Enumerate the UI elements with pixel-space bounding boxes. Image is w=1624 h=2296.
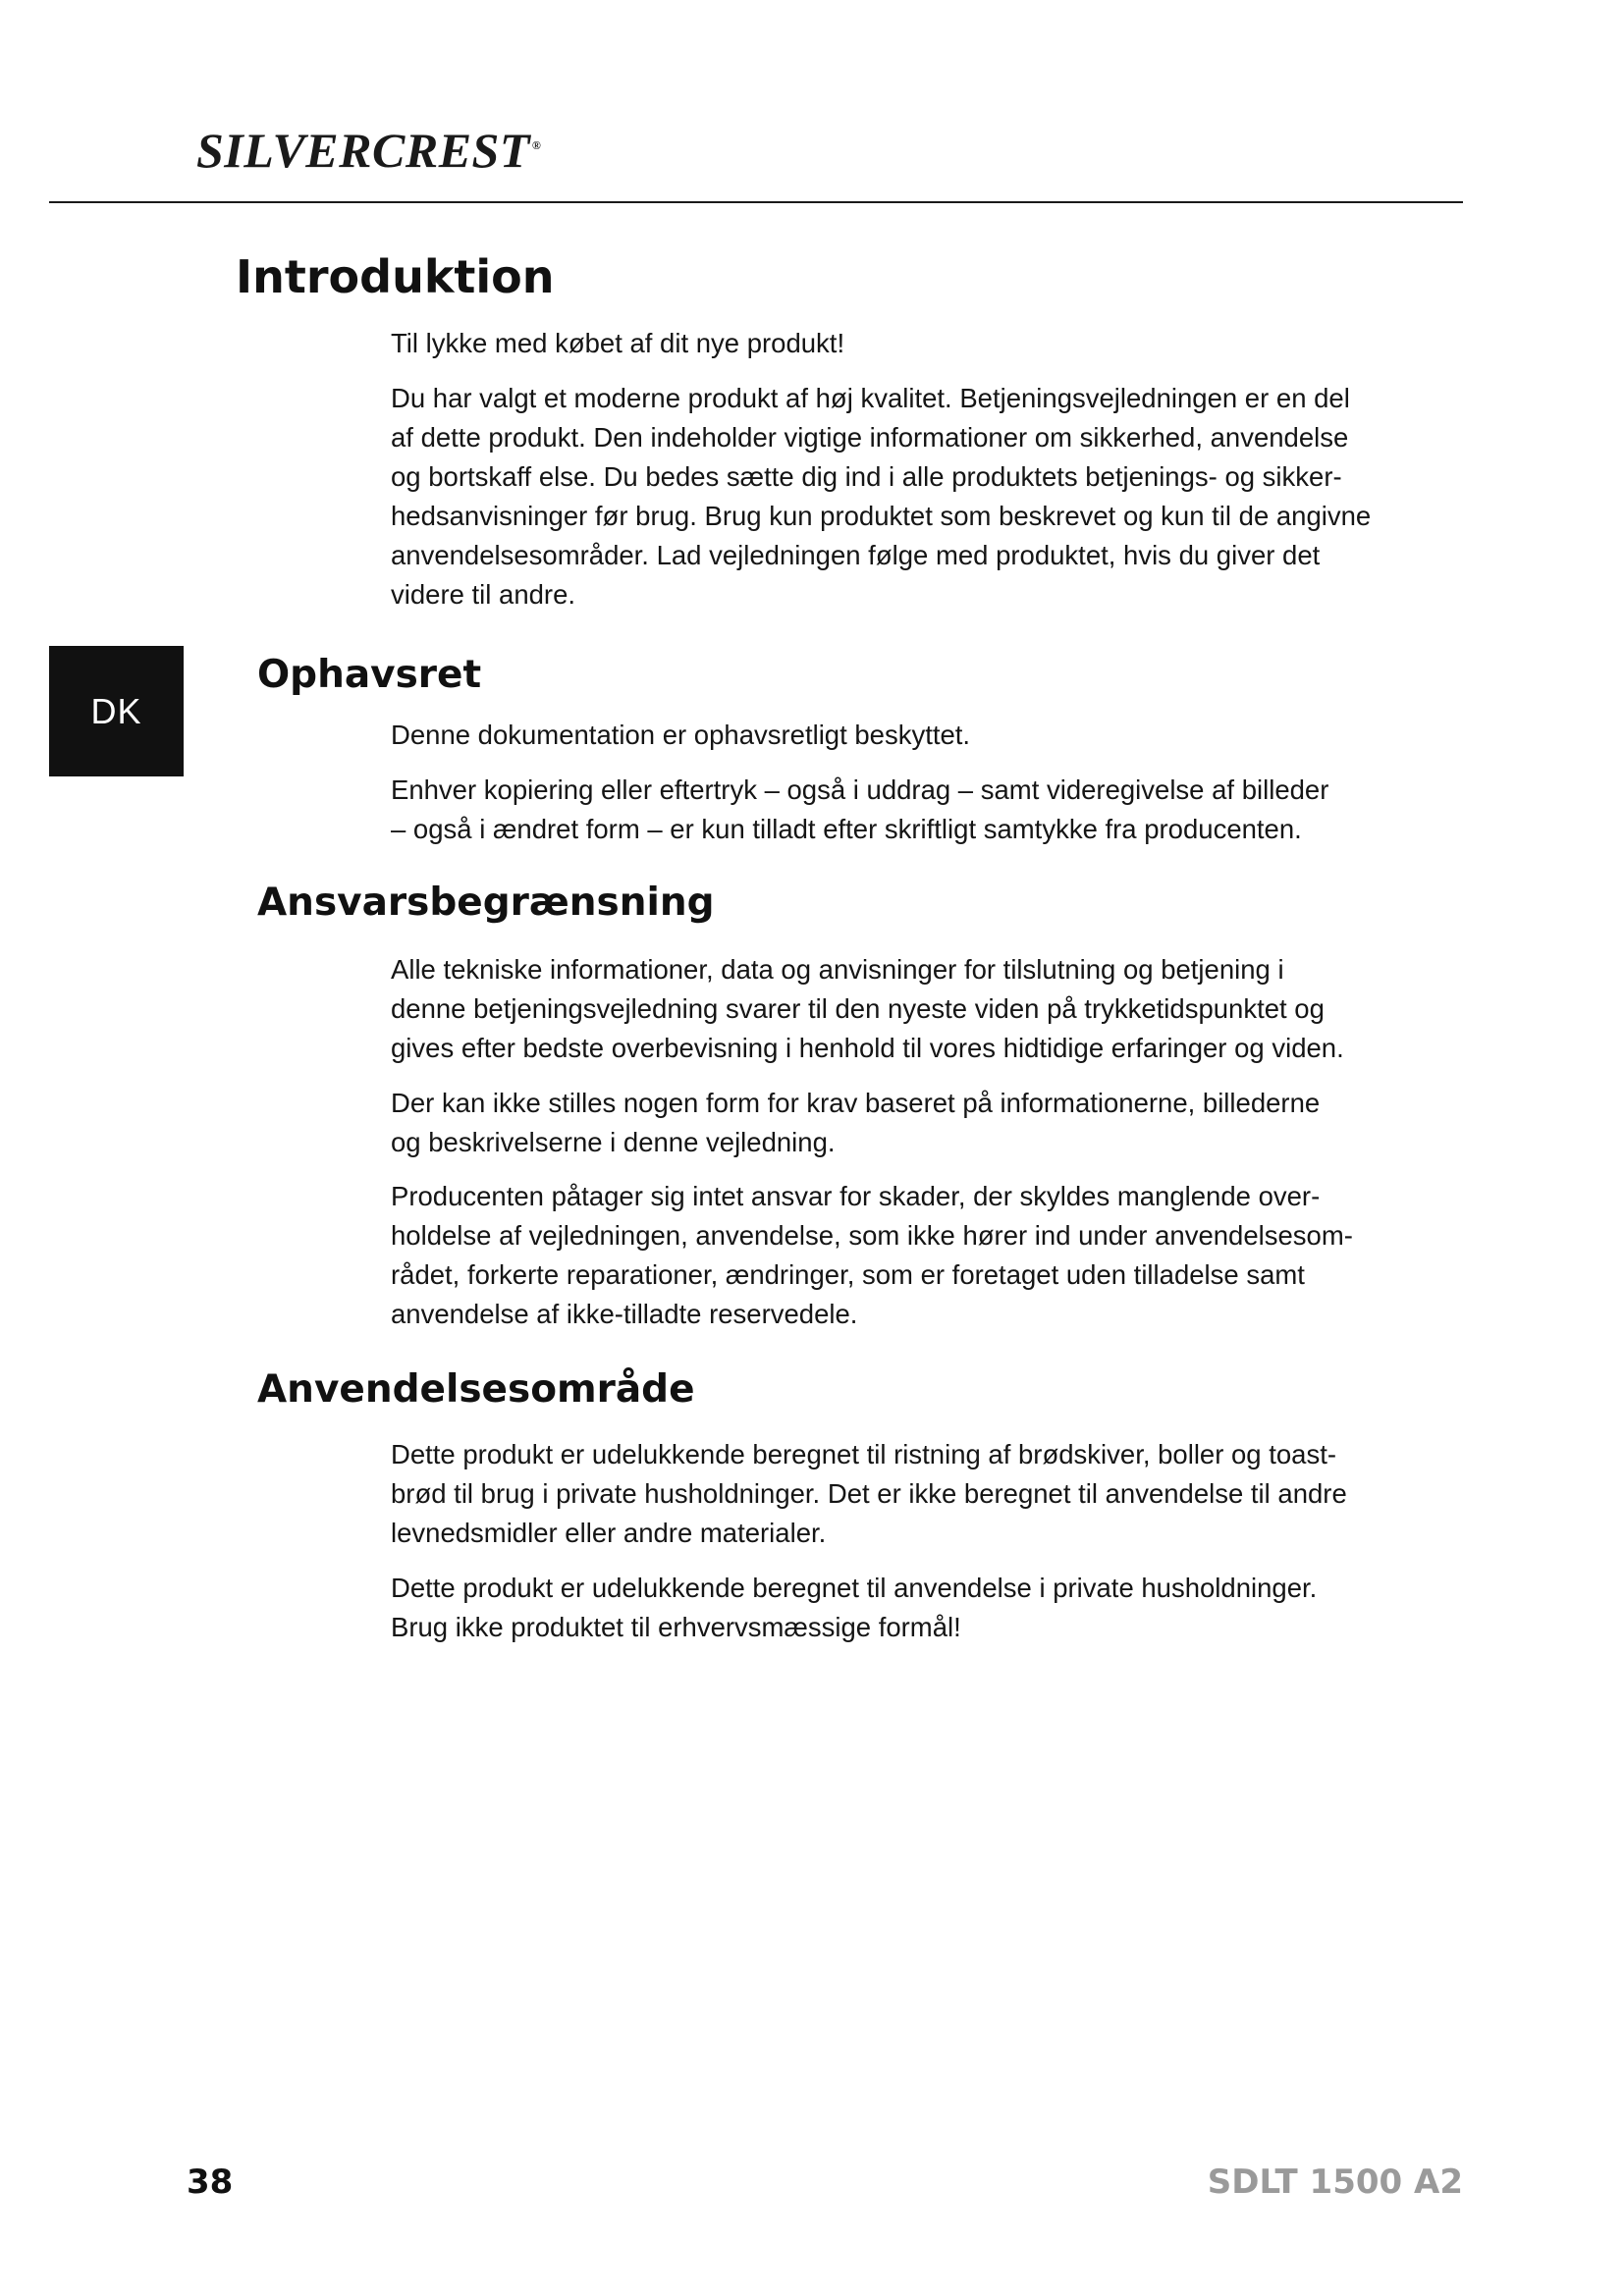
text-line: videre til andre. [391,579,576,610]
text-line: Brug ikke produktet til erhvervsmæssige formål! [391,1612,961,1642]
text-line: og beskrivelserne i denne vejledning. [391,1127,836,1157]
text-line: denne betjeningsvejledning svarer til den nyeste viden på trykketidspunktet og [391,993,1325,1024]
language-tab [49,646,184,776]
text-line: gives efter bedste overbevisning i henhold til vores hidtidige erfaringer og viden. [391,1033,1344,1063]
text-line: Du har valgt et moderne produkt af høj kvalitet. Betjeningsvejledningen er en del [391,383,1350,413]
ansvar-paragraph-1 [391,950,1432,1068]
ophavsret-paragraph-2 [391,771,1432,849]
registered-mark: ® [531,138,542,153]
anvendelse-paragraph-2 [391,1569,1432,1647]
text-line: og bortskaff else. Du bedes sætte dig ind i alle produktets betjenings- og sikker- [391,461,1342,492]
section-title-ansvar: Ansvarsbegrænsning [257,881,715,925]
language-tab-label: DK [90,690,142,731]
text-line: anvendelsesområder. Lad vejledningen følge med produktet, hvis du giver det [391,540,1321,570]
text-line: holdelse af vejledningen, anvendelse, som ikke hører ind under anvendelsesom- [391,1220,1353,1251]
model-number: SDLT 1500 A2 [1207,2163,1463,2202]
anvendelse-paragraph-1 [391,1435,1432,1553]
page-number: 38 [187,2163,234,2202]
text-line: Til lykke med købet af dit nye produkt! [391,328,845,358]
text-line: af dette produkt. Den indeholder vigtige informationer om sikkerhed, anvendelse [391,422,1349,453]
text-line: Enhver kopiering eller eftertryk – også i uddrag – samt videregivelse af billeder [391,774,1329,805]
text-line: hedsanvisninger før brug. Brug kun produktet som beskrevet og kun til de angivne [391,501,1372,531]
section-title-anvendelse: Anvendelsesområde [257,1367,695,1412]
text-line: Producenten påtager sig intet ansvar for skader, der skyldes manglende over- [391,1181,1321,1211]
text-line: Dette produkt er udelukkende beregnet til anvendelse i private husholdninger. [391,1573,1318,1603]
section-title-ophavsret: Ophavsret [257,653,482,697]
header-divider [49,201,1463,203]
section-title-introduktion: Introduktion [236,250,555,303]
ophavsret-paragraph-1 [391,716,1432,755]
text-line: – også i ændret form – er kun tilladt efter skriftligt samtykke fra producenten. [391,814,1302,844]
text-line: Alle tekniske informationer, data og anvisninger for tilslutning og betjening i [391,954,1284,985]
text-line: brød til brug i private husholdninger. Det er ikke beregnet til anvendelse til andre [391,1478,1347,1509]
intro-paragraph-1 [391,324,1432,363]
ansvar-paragraph-2 [391,1084,1432,1162]
text-line: Der kan ikke stilles nogen form for krav baseret på informationerne, billederne [391,1088,1321,1118]
text-line: Dette produkt er udelukkende beregnet til ristning af brødskiver, boller og toast- [391,1439,1337,1469]
intro-paragraph-2 [391,379,1432,614]
brand-logo-text: SILVERCREST [196,123,530,178]
text-line: rådet, forkerte reparationer, ændringer, som er foretaget uden tilladelse samt [391,1259,1305,1290]
text-line: Denne dokumentation er ophavsretligt beskyttet. [391,720,971,750]
text-line: levnedsmidler eller andre materialer. [391,1518,827,1548]
ansvar-paragraph-3 [391,1177,1432,1334]
brand-logo [196,123,542,178]
text-line: anvendelse af ikke-tilladte reservedele. [391,1299,858,1329]
